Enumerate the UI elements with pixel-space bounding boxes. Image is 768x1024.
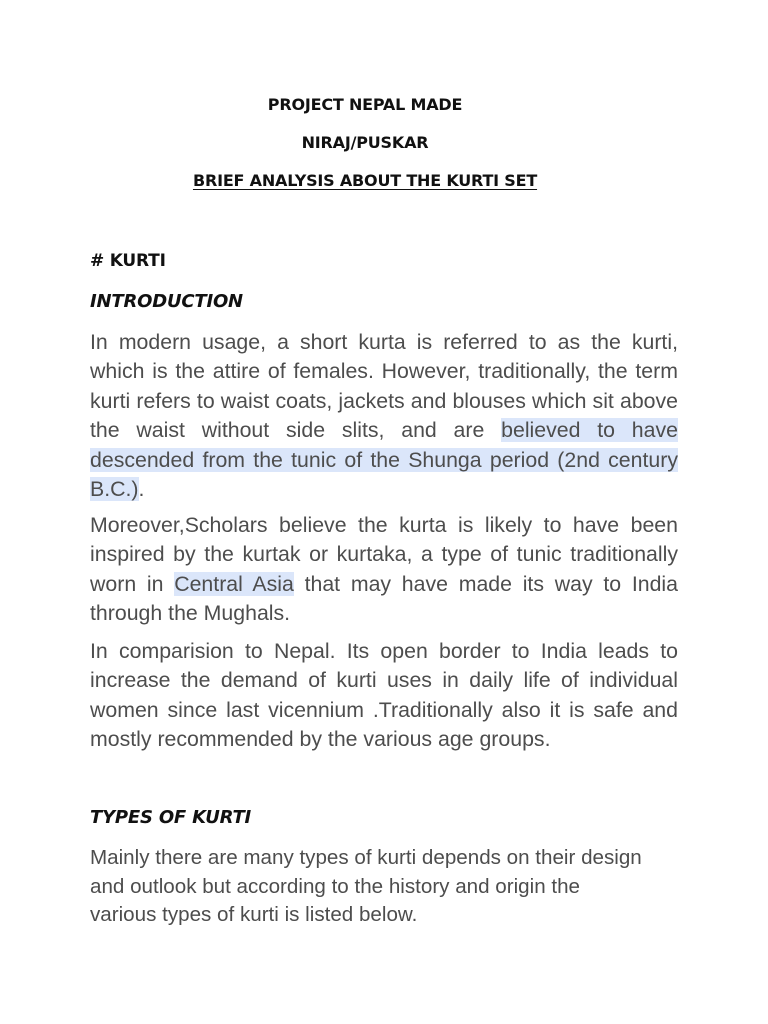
document-subtitle: BRIEF ANALYSIS ABOUT THE KURTI SET bbox=[192, 171, 538, 190]
authors: NIRAJ/PUSKAR bbox=[301, 133, 429, 152]
highlighted-text-shunga: believed to have descended from the tunic of the Shunga period (2nd century B.C.) bbox=[90, 418, 678, 502]
intro-paragraph-1-end: . bbox=[138, 477, 145, 502]
introduction-heading: INTRODUCTION bbox=[90, 291, 243, 312]
types-paragraph: Mainly there are many types of kurti depends on their design and outlook but according to the history and origin the various types of kurti is listed below. bbox=[90, 846, 642, 927]
intro-paragraph-2 bbox=[90, 511, 678, 629]
types-heading: TYPES OF KURTI bbox=[90, 807, 252, 828]
intro-paragraph-1 bbox=[90, 328, 678, 504]
project-title: PROJECT NEPAL MADE bbox=[267, 95, 463, 114]
intro-paragraph-2-end: that may have made its way to India through the Mughals. bbox=[90, 571, 678, 626]
intro-paragraph-1-text: In modern usage, a short kurta is referred to as the kurti, which is the attire of females. However, traditionally, the term kurti refers to waist coats, jackets and blouses which sit above the waist without side slits, and are bbox=[90, 330, 678, 443]
section-heading-kurti: # KURTI bbox=[90, 251, 166, 271]
intro-paragraph-2-text: Moreover,Scholars believe the kurta is likely to have been inspired by the kurtak or kurtaka, a type of tunic traditionally worn in bbox=[90, 513, 678, 596]
highlighted-text-central-asia: Central Asia bbox=[174, 571, 294, 596]
intro-paragraph-3: In comparision to Nepal. Its open border to India leads to increase the demand of kurti uses in daily life of individual women since last vicennium .Traditionally also it is safe and mostly recommended by the various age groups. bbox=[90, 639, 678, 752]
